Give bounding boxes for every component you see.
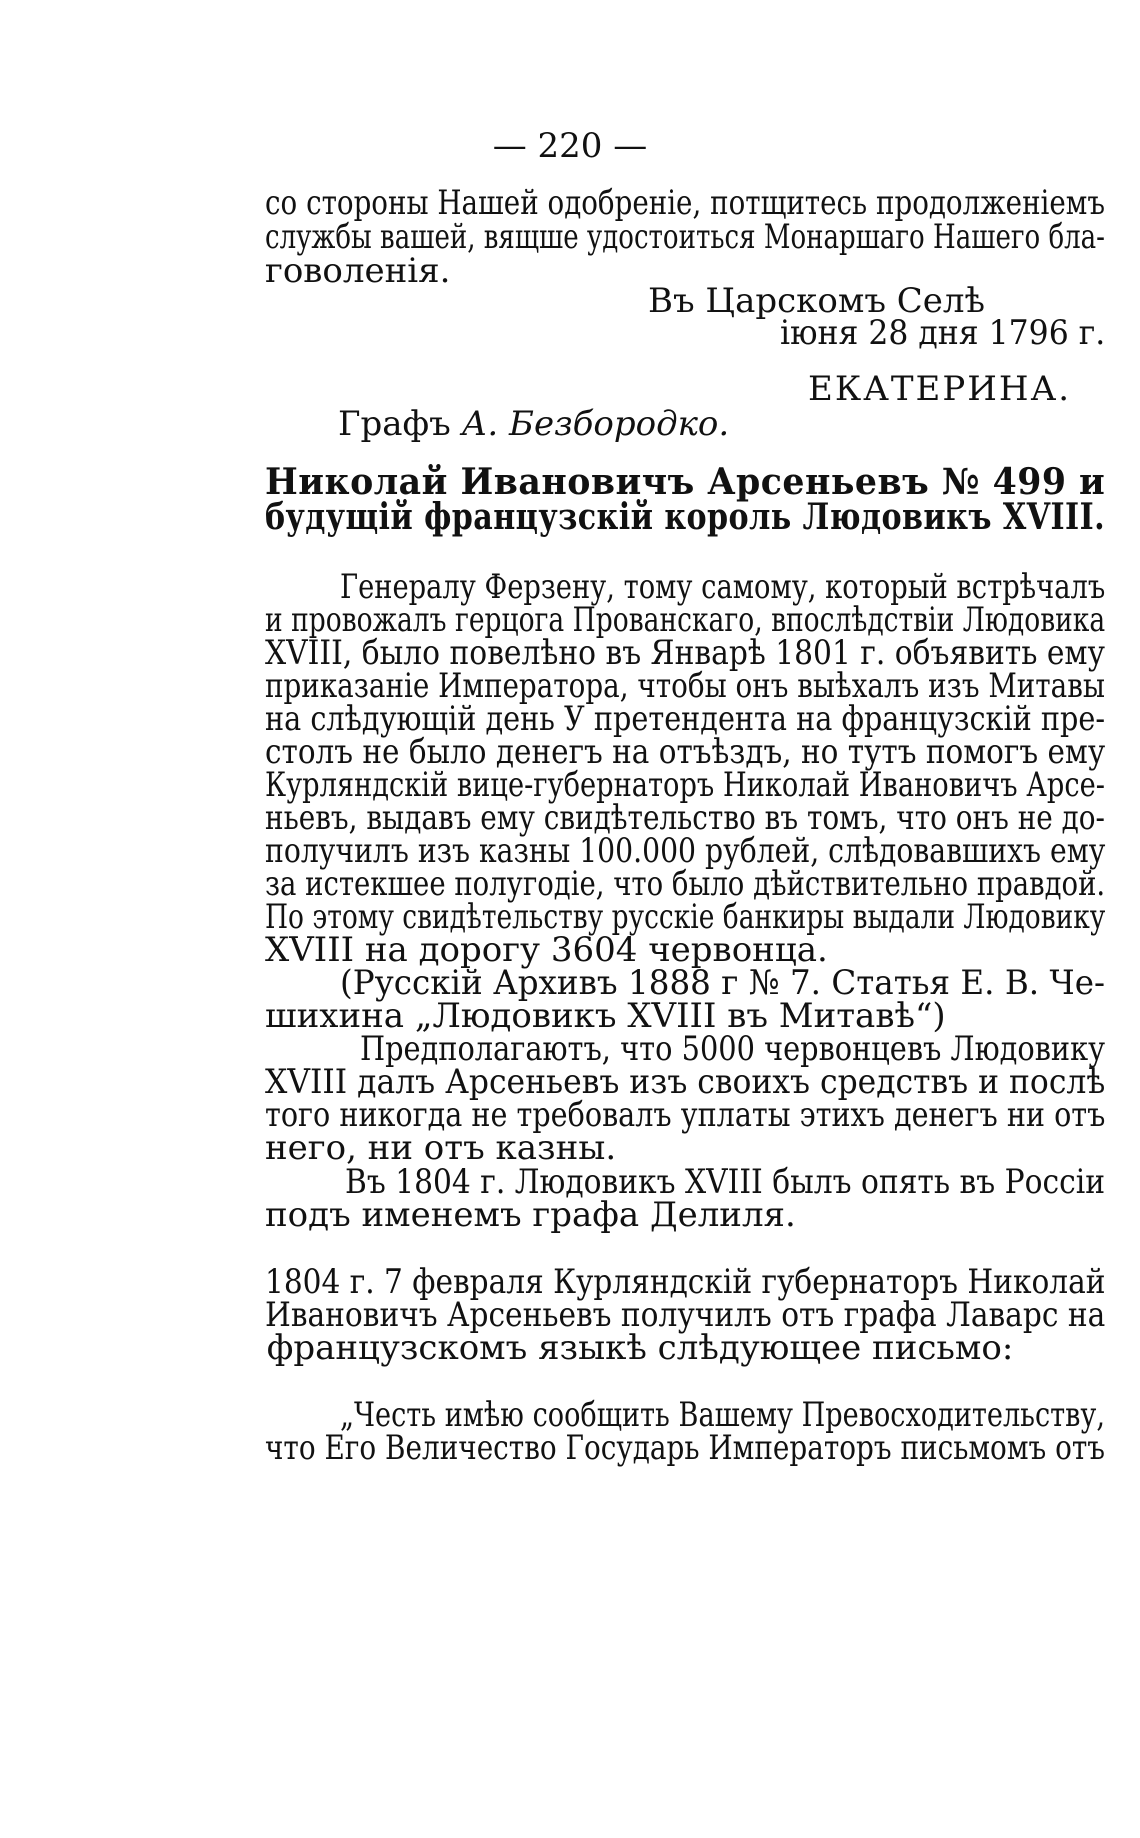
para2-line-4: него, ни отъ казны. (265, 1128, 617, 1168)
countersign-prefix: Графъ (338, 404, 451, 444)
para2-line-2: XVIII далъ Арсеньевъ изъ своихъ средствъ и послѣ (265, 1062, 1106, 1102)
countersignature (338, 404, 738, 444)
decree-line-2: службы вашей, вящше удостоиться Монаршаго Нашего бла- (265, 217, 1105, 257)
para1-line-3: XVIII, было повелѣно въ Январѣ 1801 г. объявить ему (265, 633, 1106, 673)
decree-line-3: говоленія. (265, 251, 451, 291)
para1-line-8: ньевъ, выдавъ ему свидѣтельство въ томъ, что онъ не до- (265, 798, 1105, 838)
para4-line-3: французскомъ языкѣ слѣдующее письмо: (266, 1328, 1014, 1368)
para2-line-3: того никогда не требовалъ уплаты этихъ денегъ ни отъ (265, 1095, 1106, 1135)
para4-line-1: 1804 г. 7 февраля Курляндскій губернаторъ Николай (265, 1262, 1106, 1302)
para1-line-6: столъ не было денегъ на отъѣздъ, но тутъ помогъ ему (265, 732, 1106, 772)
para1-line-9: получилъ изъ казны 100.000 рублей, слѣдовавшихъ ему (265, 831, 1106, 871)
decree-line-1: со стороны Нашей одобреніе, потщитесь продолженіемъ (265, 183, 1105, 223)
heading-line-1: Николай Ивановичъ Арсеньевъ № 499 и (265, 461, 1106, 503)
para1-line-10: за истекшее полугодіе, что было дѣйствительно правдой. (265, 864, 1106, 904)
para1-line-11: По этому свидѣтельству русскіе банкиры выдали Людовику (265, 897, 1106, 937)
decree-date: іюня 28 дня 1796 г. (780, 313, 1106, 353)
page-number: — 220 — (492, 126, 648, 166)
letter-line-1: „Честь имѣю сообщить Вашему Превосходительству, (340, 1395, 1105, 1435)
para2-line-1: Предполагаютъ, что 5000 червонцевъ Людовику (360, 1029, 1106, 1069)
letter-line-2: что Его Величество Государь Императоръ письмомъ отъ (265, 1428, 1106, 1468)
para1-line-2: и провожалъ герцога Прованскаго, впослѣдствіи Людовика (265, 600, 1106, 640)
heading-line-2: будущій французскій король Людовикъ XVIII. (265, 496, 1106, 538)
para3-line-1: Въ 1804 г. Людовикъ XVIII былъ опять въ Россіи (345, 1162, 1106, 1202)
para1-line-7: Курляндскій вице-губернаторъ Николай Ивановичъ Арсе- (265, 765, 1105, 805)
countersign-name: А. Безбородко. (461, 404, 730, 444)
signature-ekaterina: ЕКАТЕРИНА. (808, 369, 1072, 409)
para1-line-4: приказаніе Императора, чтобы онъ выѣхалъ изъ Митавы (265, 666, 1105, 706)
para4-line-2: Ивановичъ Арсеньевъ получилъ отъ графа Лаварс на (265, 1295, 1106, 1335)
citation-line-1: (Русскій Архивъ 1888 г № 7. Статья Е. В. Че- (340, 963, 1105, 1003)
para1-line-5: на слѣдующій день У претендента на французскій пре- (265, 699, 1106, 739)
decree-place: Въ Царскомъ Селѣ (648, 281, 985, 321)
para1-line-1: Генералу Ферзену, тому самому, который встрѣчалъ (340, 567, 1106, 607)
citation-line-2: шихина „Людовикъ XVIII въ Митавѣ“) (265, 996, 946, 1036)
para3-line-2: подъ именемъ графа Делиля. (265, 1195, 796, 1235)
para1-line-12: XVIII на дорогу 3604 червонца. (265, 930, 828, 970)
